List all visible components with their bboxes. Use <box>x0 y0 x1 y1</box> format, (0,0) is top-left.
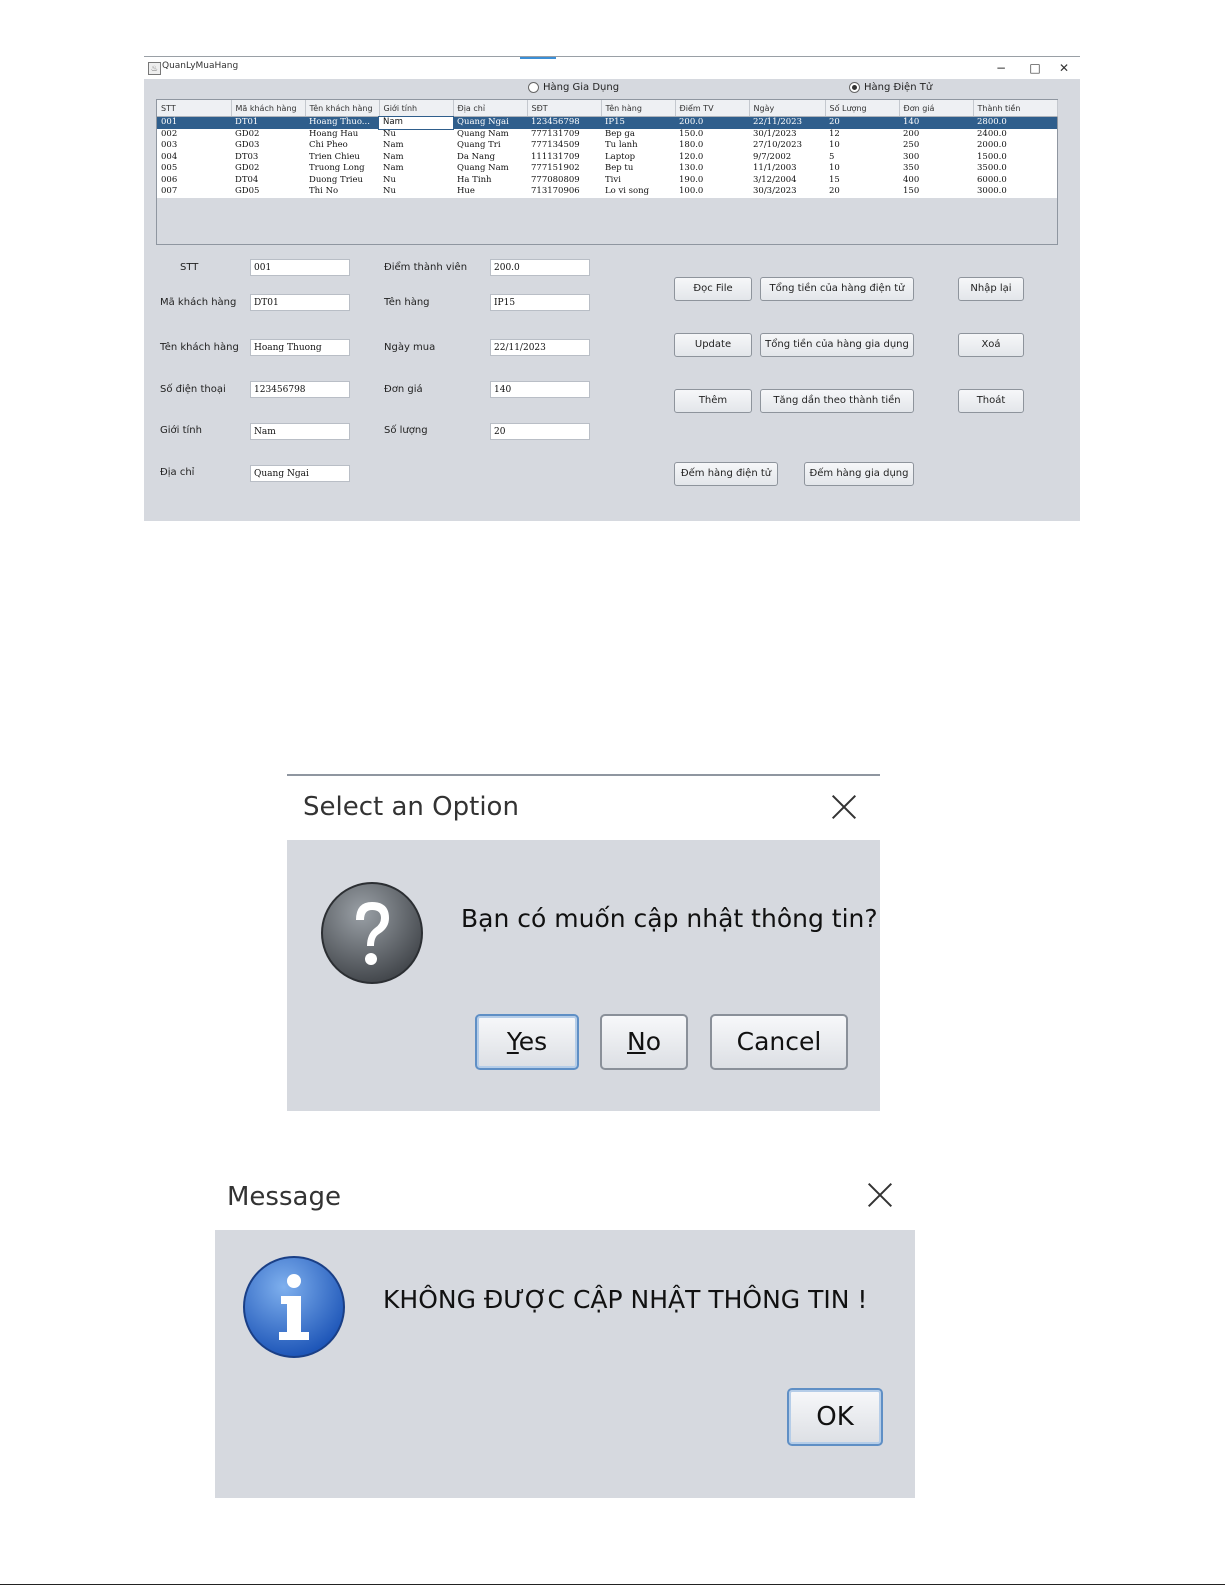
table-row[interactable] <box>157 175 1057 187</box>
table-cell[interactable]: 001 <box>157 117 231 129</box>
so-dien-thoai-field[interactable]: 123456798 <box>250 381 350 398</box>
table-cell[interactable]: Nam <box>379 152 453 164</box>
table-cell[interactable]: 9/7/2002 <box>749 152 825 164</box>
table-cell[interactable]: IP15 <box>601 117 675 129</box>
table-cell[interactable]: 27/10/2023 <box>749 140 825 152</box>
column-header[interactable]: Tên hàng <box>601 100 675 117</box>
table-cell[interactable]: 005 <box>157 163 231 175</box>
confirm-dialog <box>287 774 880 1111</box>
column-header[interactable]: SĐT <box>527 100 601 117</box>
table-cell[interactable]: 120.0 <box>675 152 749 164</box>
table-cell[interactable]: Bep tu <box>601 163 675 175</box>
so-luong-field[interactable]: 20 <box>490 423 590 440</box>
table-cell[interactable]: 200.0 <box>675 117 749 129</box>
ten-hang-field[interactable]: IP15 <box>490 294 590 311</box>
table-cell[interactable]: 6000.0 <box>973 175 1057 187</box>
table-cell[interactable]: 22/11/2023 <box>749 117 825 129</box>
table-cell[interactable]: Truong Long <box>305 163 379 175</box>
radio-unchecked-icon <box>528 82 539 93</box>
customer-table[interactable] <box>156 99 1058 245</box>
label-so-luong: Số lượng <box>384 425 428 436</box>
table-cell[interactable]: 30/1/2023 <box>749 129 825 141</box>
table-cell[interactable]: 150.0 <box>675 129 749 141</box>
cancel-button[interactable]: Cancel <box>710 1014 848 1070</box>
column-header[interactable]: Điểm TV <box>675 100 749 117</box>
table-cell[interactable]: Bep ga <box>601 129 675 141</box>
no-label-rest: o <box>645 1027 661 1056</box>
table-cell[interactable]: 007 <box>157 186 231 198</box>
no-mnemonic: N <box>627 1027 646 1056</box>
table-cell[interactable]: 3/12/2004 <box>749 175 825 187</box>
radio-checked-icon <box>849 82 860 93</box>
main-window <box>144 56 1080 521</box>
table-cell[interactable]: DT03 <box>231 152 305 164</box>
table-cell[interactable]: 2800.0 <box>973 117 1057 129</box>
table-row[interactable] <box>157 152 1057 164</box>
column-header[interactable]: Thành tiền <box>973 100 1057 117</box>
table-cell[interactable]: 180.0 <box>675 140 749 152</box>
table-cell[interactable]: 150 <box>899 186 973 198</box>
label-ma-khach-hang: Mã khách hàng <box>160 297 237 308</box>
label-so-dien-thoai: Số điện thoại <box>160 384 226 395</box>
table-cell[interactable]: Laptop <box>601 152 675 164</box>
nhap-lai-button[interactable]: Nhập lại <box>958 277 1024 301</box>
table-cell[interactable]: 20 <box>825 186 899 198</box>
label-ten-hang: Tên hàng <box>384 297 430 308</box>
label-don-gia: Đơn giá <box>384 384 423 395</box>
table-cell[interactable]: Nu <box>379 186 453 198</box>
maximize-button[interactable]: □ <box>1029 61 1041 75</box>
table-cell[interactable]: 777131709 <box>527 129 601 141</box>
table-cell[interactable]: DT04 <box>231 175 305 187</box>
radio-hang-gia-dung[interactable] <box>528 82 619 93</box>
table-cell[interactable]: Hue <box>453 186 527 198</box>
table-cell[interactable]: 12 <box>825 129 899 141</box>
table-cell[interactable]: Chi Pheo <box>305 140 379 152</box>
update-button[interactable]: Update <box>674 333 752 357</box>
table-cell[interactable]: Hoang Hau <box>305 129 379 141</box>
dem-hang-dien-tu-button[interactable]: Đếm hàng điện tử <box>674 462 778 486</box>
table-cell[interactable]: Ha Tinh <box>453 175 527 187</box>
table-row[interactable] <box>157 117 1057 129</box>
question-icon <box>319 880 425 986</box>
column-header[interactable]: Giới tính <box>379 100 453 117</box>
table-cell[interactable]: 20 <box>825 117 899 129</box>
table-cell[interactable]: 190.0 <box>675 175 749 187</box>
table-cell[interactable]: Tivi <box>601 175 675 187</box>
table-cell[interactable]: Nam <box>379 163 453 175</box>
table-cell[interactable]: Quang Nam <box>453 129 527 141</box>
them-button[interactable]: Thêm <box>674 389 752 413</box>
table-cell[interactable]: GD05 <box>231 186 305 198</box>
table-cell[interactable]: Quang Tri <box>453 140 527 152</box>
table-cell[interactable]: Quang Nam <box>453 163 527 175</box>
label-diem-thanh-vien: Điểm thành viên <box>384 262 468 273</box>
table-cell[interactable]: Trien Chieu <box>305 152 379 164</box>
table-cell[interactable]: 002 <box>157 129 231 141</box>
column-header[interactable]: Mã khách hàng <box>231 100 305 117</box>
message-text: KHÔNG ĐƯỢC CẬP NHẬT THÔNG TIN ! <box>383 1285 868 1314</box>
yes-button[interactable] <box>475 1014 579 1070</box>
table-cell[interactable]: 5 <box>825 152 899 164</box>
column-header[interactable]: Số Lượng <box>825 100 899 117</box>
table-cell[interactable]: 400 <box>899 175 973 187</box>
dia-chi-field[interactable]: Quang Ngai <box>250 465 350 482</box>
radio-hang-dien-tu[interactable] <box>849 82 932 93</box>
table-cell[interactable]: 100.0 <box>675 186 749 198</box>
table-cell[interactable]: 111131709 <box>527 152 601 164</box>
table-cell[interactable]: 250 <box>899 140 973 152</box>
taskbar-accent <box>520 57 556 59</box>
table-cell[interactable]: 713170906 <box>527 186 601 198</box>
table-cell[interactable]: 10 <box>825 140 899 152</box>
diem-thanh-vien-field[interactable]: 200.0 <box>490 259 590 276</box>
label-ngay-mua: Ngày mua <box>384 342 436 353</box>
table-cell[interactable]: 777134509 <box>527 140 601 152</box>
table-row[interactable] <box>157 129 1057 141</box>
table-cell[interactable]: GD03 <box>231 140 305 152</box>
table-cell[interactable]: Quang Ngai <box>453 117 527 129</box>
table-cell[interactable]: Nu <box>379 129 453 141</box>
table-cell[interactable]: Hoang Thuo... <box>305 117 379 129</box>
table-cell[interactable]: Tu lanh <box>601 140 675 152</box>
dem-hang-gia-dung-button[interactable]: Đếm hàng gia dụng <box>804 462 914 486</box>
doc-file-button[interactable]: Đọc File <box>674 277 752 301</box>
table-cell[interactable]: 130.0 <box>675 163 749 175</box>
table-cell[interactable]: 2000.0 <box>973 140 1057 152</box>
table-cell[interactable]: 1500.0 <box>973 152 1057 164</box>
table-cell[interactable]: Duong Trieu <box>305 175 379 187</box>
table-cell[interactable]: GD02 <box>231 129 305 141</box>
title-bar <box>144 57 1080 79</box>
label-gioi-tinh: Giới tính <box>160 425 202 436</box>
stt-field[interactable]: 001 <box>250 259 350 276</box>
close-icon[interactable] <box>827 790 861 824</box>
ngay-mua-field[interactable]: 22/11/2023 <box>490 339 590 356</box>
table-cell[interactable]: 004 <box>157 152 231 164</box>
table-cell[interactable]: 2400.0 <box>973 129 1057 141</box>
table-row[interactable] <box>157 140 1057 152</box>
tang-dan-button[interactable]: Tăng dần theo thành tiền <box>760 389 914 413</box>
confirm-message: Bạn có muốn cập nhật thông tin? <box>461 904 878 933</box>
table-cell[interactable]: 11/1/2003 <box>749 163 825 175</box>
close-icon[interactable] <box>863 1178 897 1212</box>
gioi-tinh-field[interactable]: Nam <box>250 423 350 440</box>
table-cell[interactable]: 300 <box>899 152 973 164</box>
table-cell[interactable]: 200 <box>899 129 973 141</box>
table-cell[interactable]: 777080809 <box>527 175 601 187</box>
tong-tien-dien-tu-button[interactable]: Tổng tiền của hàng điện tử <box>760 277 914 301</box>
radio-label: Hàng Điện Tử <box>864 82 933 93</box>
label-ten-khach-hang: Tên khách hàng <box>160 342 239 353</box>
table-cell[interactable]: 123456798 <box>527 117 601 129</box>
java-app-icon: ♨ <box>148 62 161 75</box>
table-cell[interactable]: 3000.0 <box>973 186 1057 198</box>
table-row[interactable] <box>157 163 1057 175</box>
dialog-title-bar <box>215 1168 915 1230</box>
table-cell[interactable]: 140 <box>899 117 973 129</box>
table-cell[interactable]: 777151902 <box>527 163 601 175</box>
column-header[interactable]: Đơn giá <box>899 100 973 117</box>
table-cell[interactable]: GD02 <box>231 163 305 175</box>
table-cell[interactable]: DT01 <box>231 117 305 129</box>
info-icon <box>241 1254 347 1360</box>
table-body <box>157 117 1057 198</box>
table-header <box>157 100 1057 117</box>
yes-mnemonic: Y <box>506 1027 519 1056</box>
table-cell[interactable]: Thi No <box>305 186 379 198</box>
table-cell[interactable]: Lo vi song <box>601 186 675 198</box>
table-cell[interactable]: 3500.0 <box>973 163 1057 175</box>
column-header[interactable]: Ngày <box>749 100 825 117</box>
label-dia-chi: Địa chỉ <box>160 467 195 478</box>
radio-label: Hàng Gia Dụng <box>543 82 620 93</box>
xoa-button[interactable]: Xoá <box>958 333 1024 357</box>
table-cell[interactable]: Nam <box>379 140 453 152</box>
table-cell[interactable]: 30/3/2023 <box>749 186 825 198</box>
ten-khach-hang-field[interactable]: Hoang Thuong <box>250 339 350 356</box>
label-stt: STT <box>180 262 199 273</box>
ok-button[interactable]: OK <box>787 1388 883 1446</box>
don-gia-field[interactable]: 140 <box>490 381 590 398</box>
minimize-button[interactable]: − <box>995 61 1007 75</box>
window-title: QuanLyMuaHang <box>162 61 239 71</box>
table-cell[interactable]: 15 <box>825 175 899 187</box>
dialog-title-bar <box>287 776 880 840</box>
table-cell[interactable]: Nu <box>379 175 453 187</box>
table-cell[interactable]: 006 <box>157 175 231 187</box>
yes-label-rest: es <box>518 1027 548 1056</box>
table-cell[interactable]: 10 <box>825 163 899 175</box>
table-cell[interactable]: 350 <box>899 163 973 175</box>
no-button[interactable] <box>600 1014 688 1070</box>
table-cell[interactable]: Nam <box>379 117 453 129</box>
ma-khach-hang-field[interactable]: DT01 <box>250 294 350 311</box>
message-dialog <box>215 1168 915 1498</box>
tong-tien-gia-dung-button[interactable]: Tổng tiền của hàng gia dụng <box>760 333 914 357</box>
column-header[interactable]: Địa chỉ <box>453 100 527 117</box>
table-row[interactable] <box>157 186 1057 198</box>
column-header[interactable]: STT <box>157 100 231 117</box>
table-cell[interactable]: Da Nang <box>453 152 527 164</box>
thoat-button[interactable]: Thoát <box>958 389 1024 413</box>
table-cell[interactable]: 003 <box>157 140 231 152</box>
dialog-title: Message <box>227 1182 341 1212</box>
close-button[interactable]: ✕ <box>1058 61 1070 75</box>
dialog-title: Select an Option <box>303 792 519 822</box>
column-header[interactable]: Tên khách hàng <box>305 100 379 117</box>
